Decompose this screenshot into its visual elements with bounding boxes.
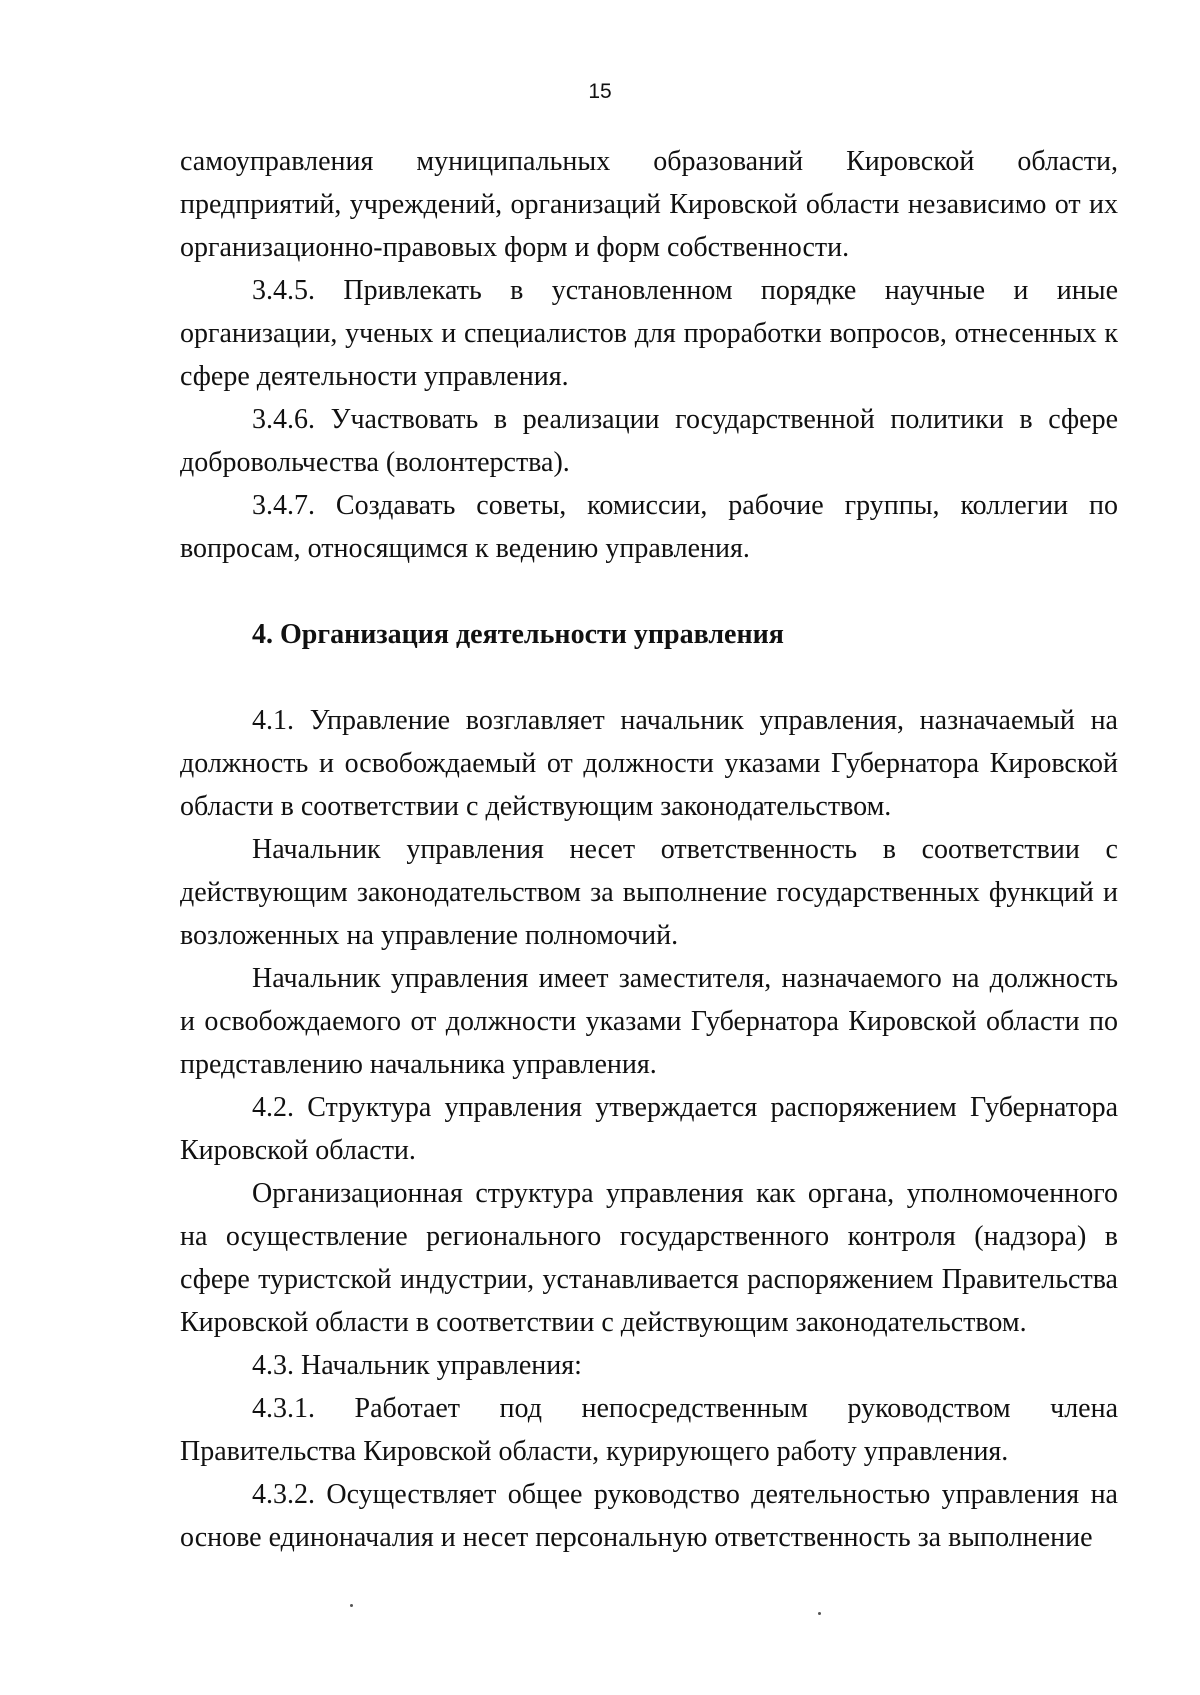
document-body — [180, 140, 1118, 1559]
paragraph-4-2: 4.2. Структура управления утверждается распоряжением Губернатора Кировской области. — [180, 1092, 1118, 1166]
scan-speck — [350, 1604, 353, 1607]
page-number: 15 — [588, 80, 612, 103]
paragraph-3-4-6: 3.4.6. Участвовать в реализации государственной политики в сфере добровольчества (волонтерства). — [180, 404, 1118, 478]
paragraph-4-3: 4.3. Начальник управления: — [252, 1350, 582, 1381]
section-heading-4: 4. Организация деятельности управления — [252, 619, 784, 650]
paragraph-4-3-1: 4.3.1. Работает под непосредственным руководством члена Правительства Кировской области, курирующего работу управления. — [180, 1393, 1118, 1467]
paragraph-head-deputy: Начальник управления имеет заместителя, назначаемого на должность и освобождаемого от должности указами Губернатора Кировской области по представлению начальника управления. — [180, 963, 1118, 1080]
paragraph-4-3-2: 4.3.2. Осуществляет общее руководство деятельностью управления на основе единоначалия и несет персональную ответственность за выполнение — [180, 1479, 1118, 1553]
paragraph-head-responsibility: Начальник управления несет ответственность в соответствии с действующим законодательством за выполнение государственных функций и возложенных на управление полномочий. — [180, 834, 1118, 951]
paragraph-org-structure: Организационная структура управления как органа, уполномоченного на осуществление регионального государственного контроля (надзора) в сфере туристской индустрии, устанавливается распоряжением Правительства Кировской области в соответствии с действующим законодательством. — [180, 1178, 1118, 1338]
paragraph-3-4-7: 3.4.7. Создавать советы, комиссии, рабочие группы, коллегии по вопросам, относящимся к ведению управления. — [180, 490, 1118, 564]
paragraph-3-4-5: 3.4.5. Привлекать в установленном порядке научные и иные организации, ученых и специалистов для проработки вопросов, отнесенных к сфере деятельности управления. — [180, 275, 1118, 392]
scan-speck — [818, 1612, 821, 1615]
paragraph-4-1: 4.1. Управление возглавляет начальник управления, назначаемый на должность и освобождаемый от должности указами Губернатора Кировской области в соответствии с действующим законодательством. — [180, 705, 1118, 822]
paragraph-continuation: самоуправления муниципальных образований Кировской области, предприятий, учреждений, организаций Кировской области независимо от их организационно-правовых форм и форм собственности. — [180, 146, 1118, 263]
